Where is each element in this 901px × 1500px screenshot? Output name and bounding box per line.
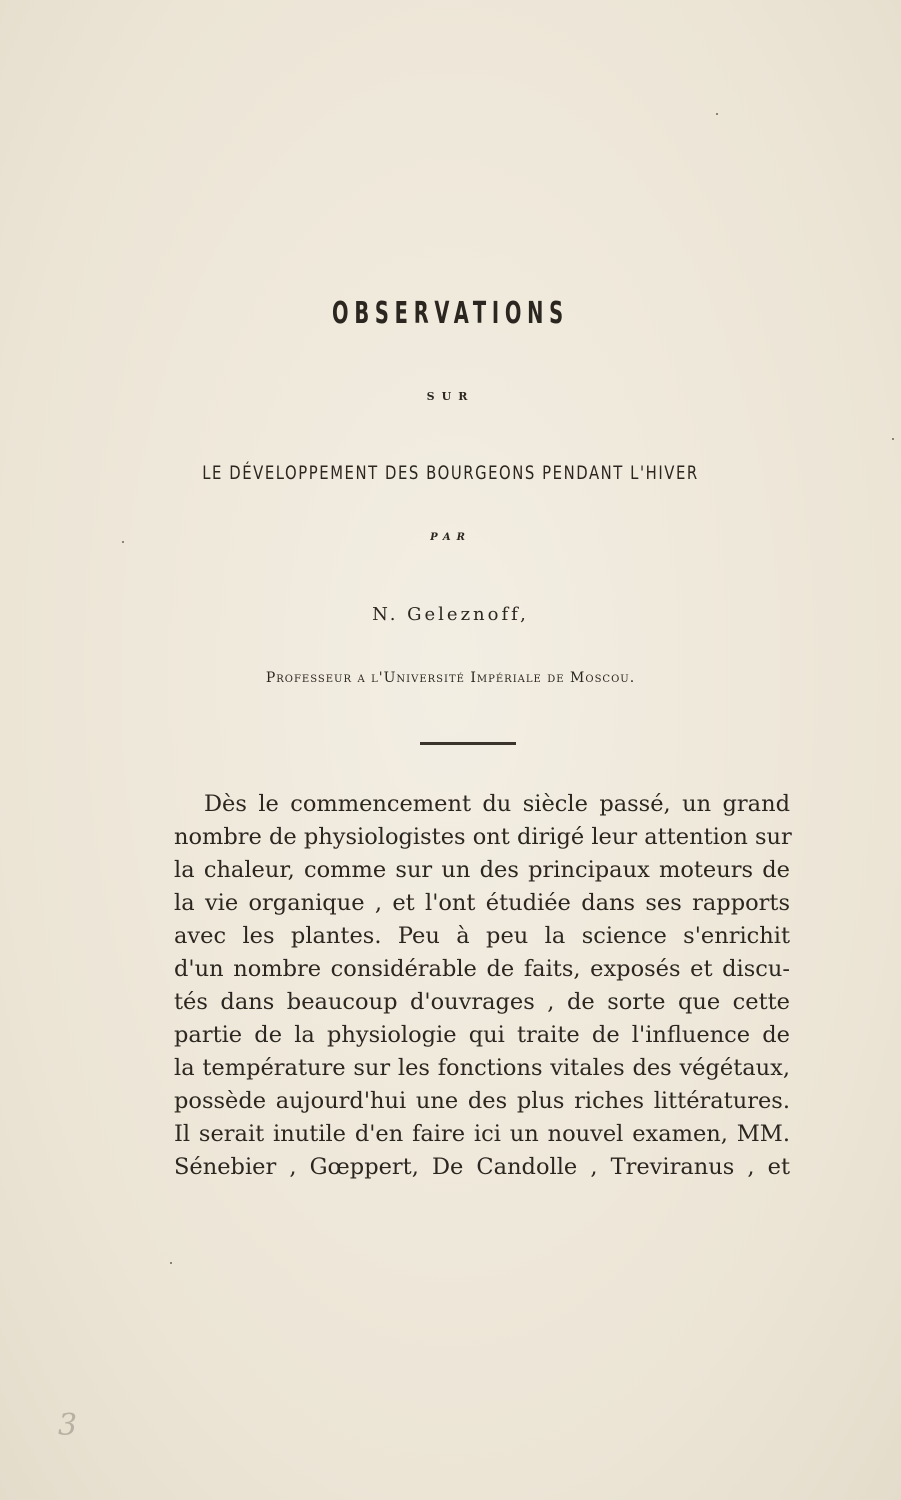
body-line: nombre de physiologistes ont dirigé leur attention sur — [174, 824, 792, 850]
title-connector-sur: SUR — [426, 390, 475, 403]
paper-speck — [170, 1262, 172, 1264]
body-line: Sénebier , Gœppert, De Candolle , Treviranus , et — [174, 1154, 790, 1180]
body-line: la vie organique , et l'ont étudiée dans ses rapports — [174, 890, 790, 916]
body-line: la température sur les fonctions vitales des végétaux, — [174, 1055, 790, 1081]
body-line: tés dans beaucoup d'ouvrages , de sorte que cette — [174, 989, 790, 1015]
author-affiliation: Professeur a l'Université Impériale de Moscou. — [265, 670, 636, 686]
document-subtitle: LE DÉVELOPPEMENT DES BOURGEONS PENDANT L'HIVER — [202, 462, 699, 484]
paper-speck — [122, 541, 124, 543]
body-line: avec les plantes. Peu à peu la science s'enrichit — [174, 923, 790, 949]
pencil-page-mark: 3 — [58, 1408, 78, 1443]
body-line: d'un nombre considérable de faits, exposés et discu- — [174, 956, 790, 982]
section-divider — [420, 742, 516, 745]
body-paragraph — [174, 788, 790, 1184]
body-line: partie de la physiologie qui traite de l'influence de — [174, 1022, 790, 1048]
byline-connector-par: PAR — [430, 532, 471, 543]
author-name: N. Geleznoff, — [372, 604, 529, 625]
body-line: possède aujourd'hui une des plus riches littératures. — [174, 1088, 790, 1114]
body-line: Il serait inutile d'en faire ici un nouvel examen, MM. — [174, 1121, 790, 1147]
paper-speck — [892, 438, 894, 440]
paper-speck — [716, 113, 718, 115]
body-line: Dès le commencement du siècle passé, un grand — [204, 791, 790, 817]
body-line: la chaleur, comme sur un des principaux moteurs de — [174, 857, 790, 883]
document-title: OBSERVATIONS — [332, 296, 569, 331]
